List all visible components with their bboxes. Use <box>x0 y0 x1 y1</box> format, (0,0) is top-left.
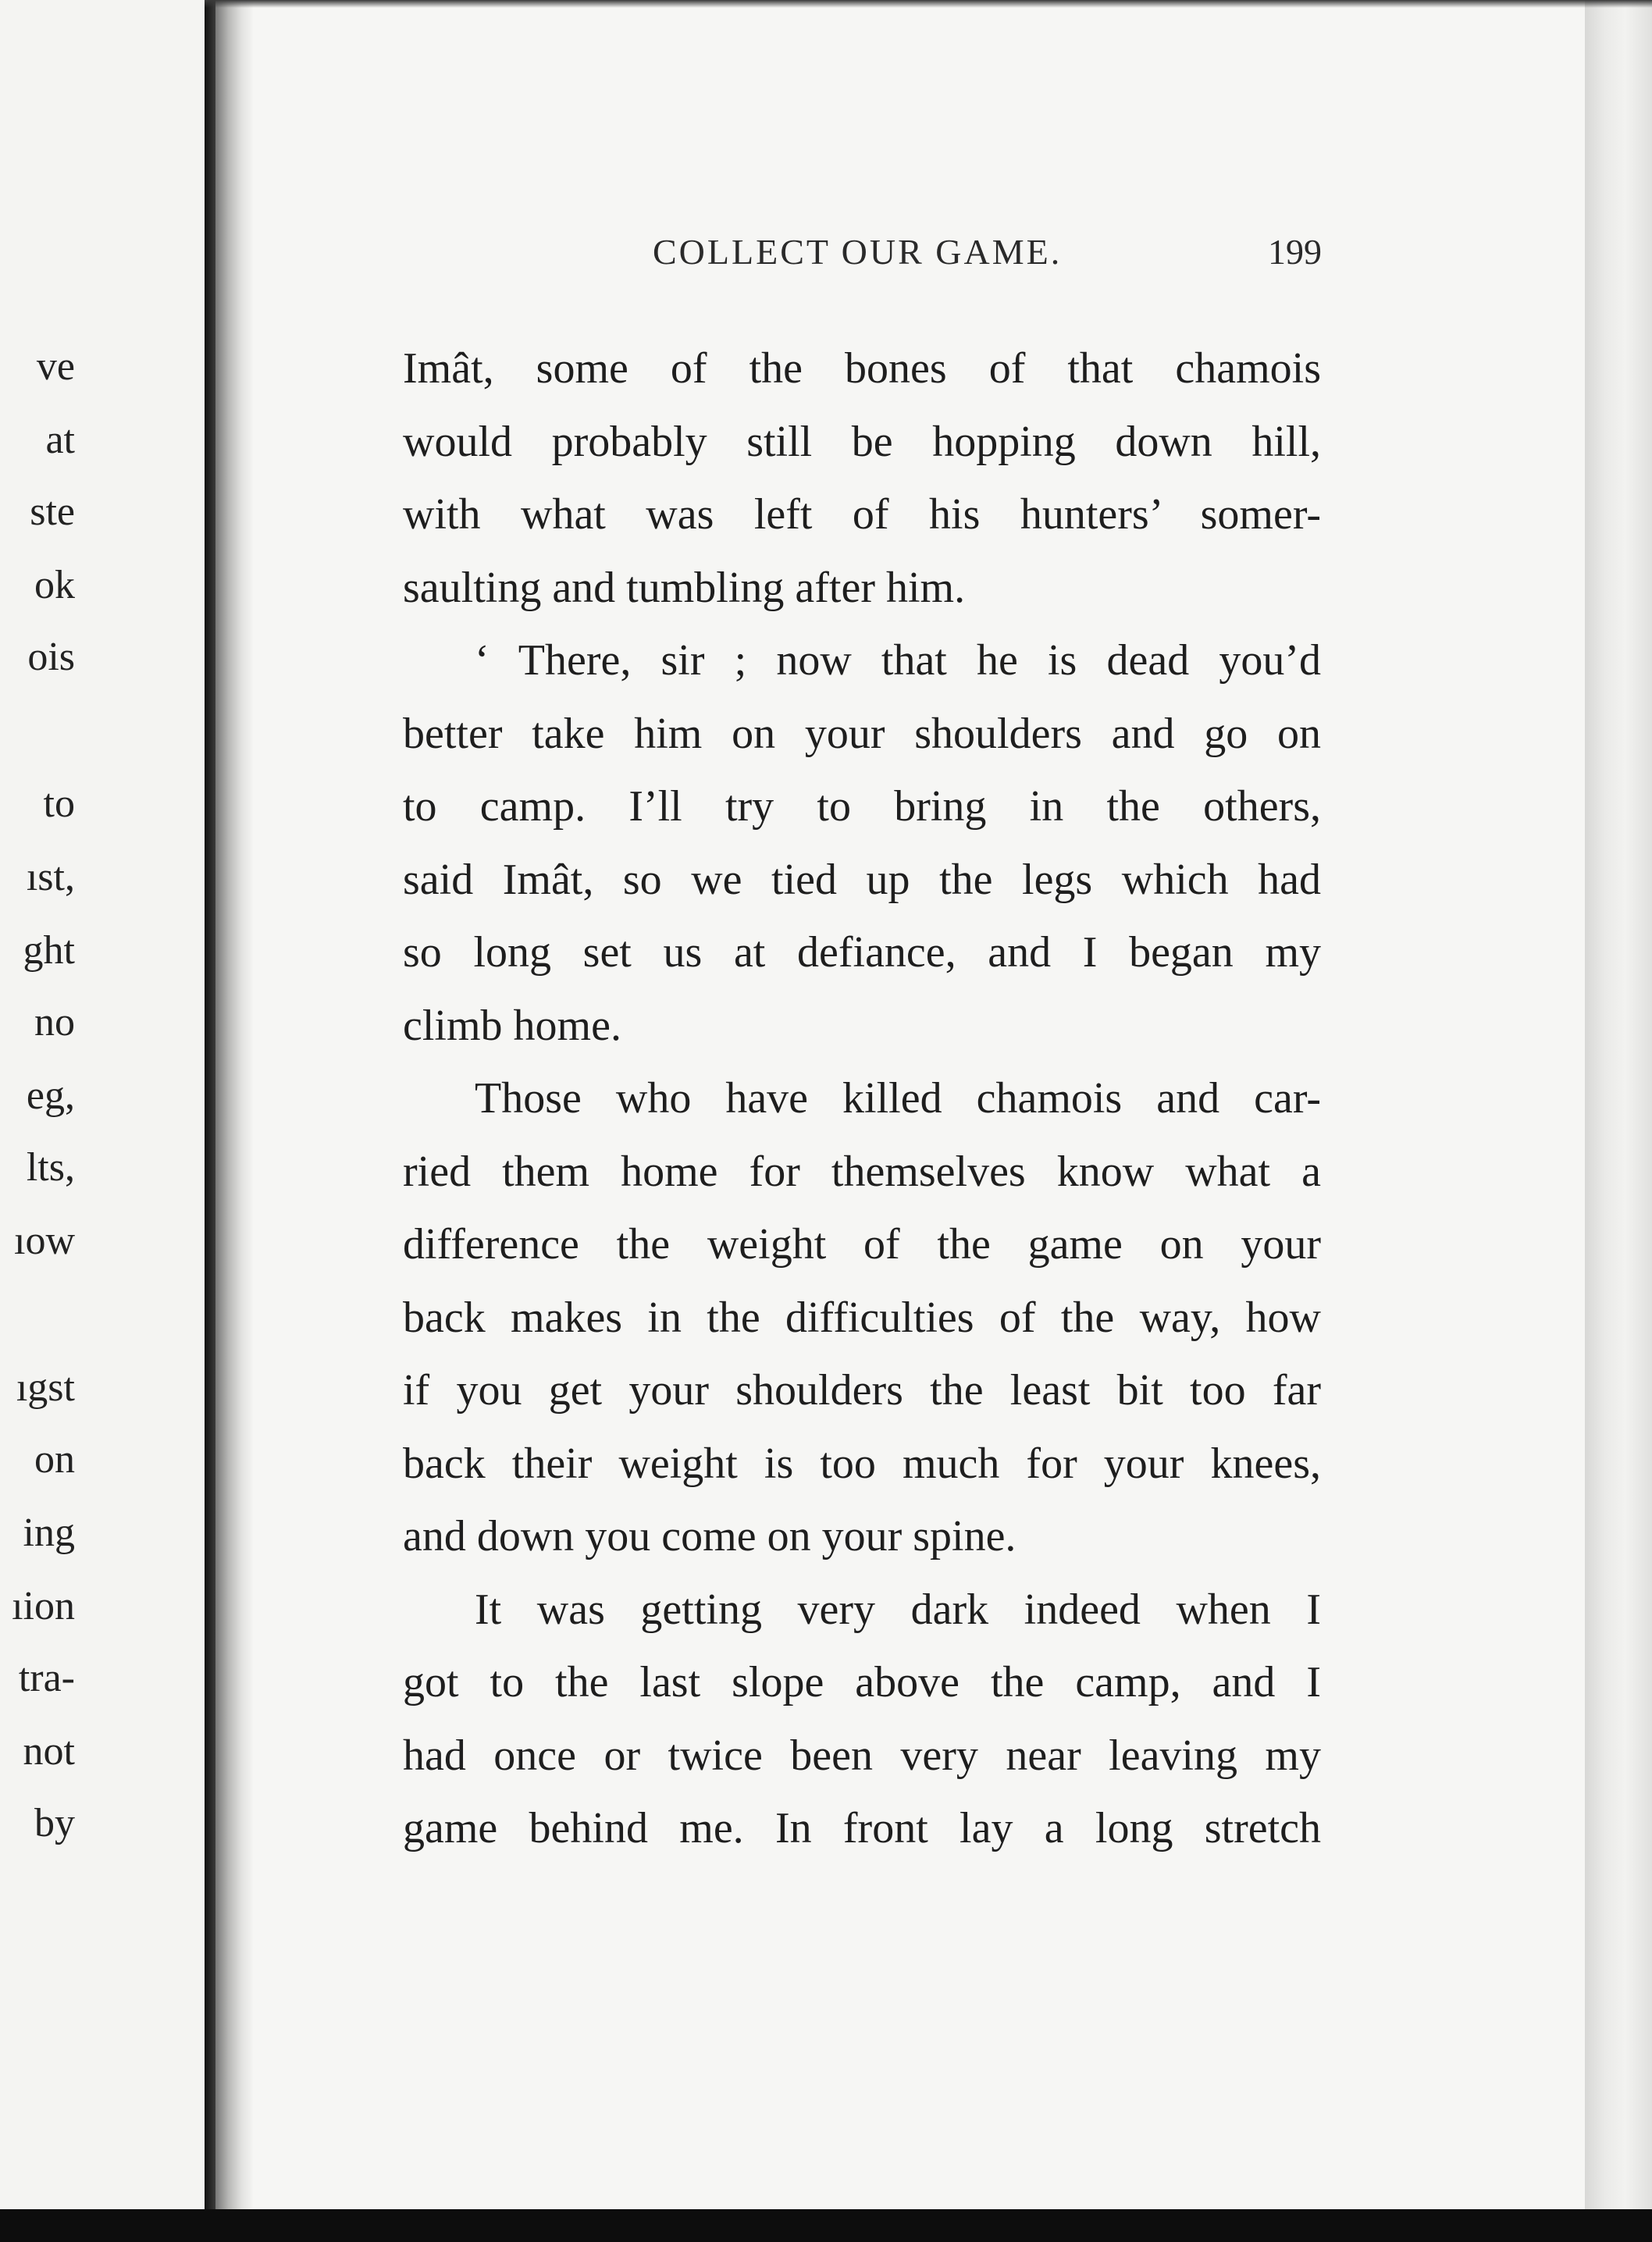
facing-page-text-fragment: ıion <box>12 1584 75 1628</box>
body-text <box>403 333 1321 1866</box>
facing-page-text-fragment: ıow <box>14 1219 75 1263</box>
text-line: Imât, some of the bones of that chamois <box>403 344 1321 393</box>
text-line: Those who have killed chamois and car- <box>475 1074 1321 1123</box>
scan-bottom-edge <box>0 2209 1652 2242</box>
page-number: 199 <box>1268 232 1322 272</box>
text-line: and down you come on your spine. <box>403 1512 1016 1561</box>
scan-top-edge <box>205 0 1652 8</box>
text-line: climb home. <box>403 1001 621 1050</box>
facing-page-text-fragment: on <box>34 1437 75 1482</box>
text-line: got to the last slope above the camp, and I <box>403 1658 1321 1706</box>
text-line: so long set us at defiance, and I began my <box>403 928 1321 977</box>
book-gutter <box>205 0 215 2209</box>
facing-page-text-fragment: at <box>45 418 75 462</box>
text-line: game behind me. In front lay a long stretch <box>403 1804 1321 1852</box>
text-line: It was getting very dark indeed when I <box>475 1585 1321 1634</box>
text-line: to camp. I’ll try to bring in the others, <box>403 782 1321 831</box>
facing-page-text-fragment: by <box>34 1801 75 1845</box>
text-line: saulting and tumbling after him. <box>403 563 966 612</box>
text-line: would probably still be hopping down hill, <box>403 417 1321 466</box>
text-line: back makes in the difficulties of the way, how <box>403 1293 1321 1342</box>
facing-page-text-fragment: to <box>43 781 75 826</box>
facing-page-text-fragment: lts, <box>26 1145 75 1190</box>
text-line: if you get your shoulders the least bit too far <box>403 1366 1321 1415</box>
facing-page-text-fragment: ok <box>34 563 75 607</box>
facing-page-text-fragment: eg, <box>26 1073 75 1118</box>
text-line: with what was left of his hunters’ somer- <box>403 490 1321 539</box>
gutter-shadow <box>215 0 253 2209</box>
facing-page-text-fragment: ing <box>23 1511 75 1555</box>
facing-page-text-fragment: ıgst <box>16 1365 75 1410</box>
text-line: ‘ There, sir ; now that he is dead you’d <box>475 636 1321 685</box>
text-line: had once or twice been very near leaving my <box>403 1731 1321 1780</box>
facing-page-text-fragment: ght <box>23 928 75 973</box>
facing-page-text-fragment: no <box>34 1000 75 1044</box>
running-head: COLLECT OUR GAME. <box>653 232 1063 272</box>
facing-page-text-fragment: ois <box>27 635 75 679</box>
text-line: better take him on your shoulders and go on <box>403 709 1321 758</box>
text-line: said Imât, so we tied up the legs which had <box>403 855 1321 904</box>
facing-page-text-fragment: not <box>23 1729 75 1774</box>
page-edge <box>1585 0 1652 2209</box>
text-line: back their weight is too much for your knees, <box>403 1439 1321 1488</box>
text-line: ried them home for themselves know what a <box>403 1147 1321 1196</box>
text-line: difference the weight of the game on your <box>403 1220 1321 1269</box>
facing-page-text-fragment: tra- <box>18 1656 75 1700</box>
facing-page-text-fragment: ve <box>36 344 75 389</box>
facing-page-text-fragment: ste <box>30 489 75 534</box>
facing-page-text-fragment: ıst, <box>26 855 75 899</box>
facing-page-left <box>0 0 209 2209</box>
